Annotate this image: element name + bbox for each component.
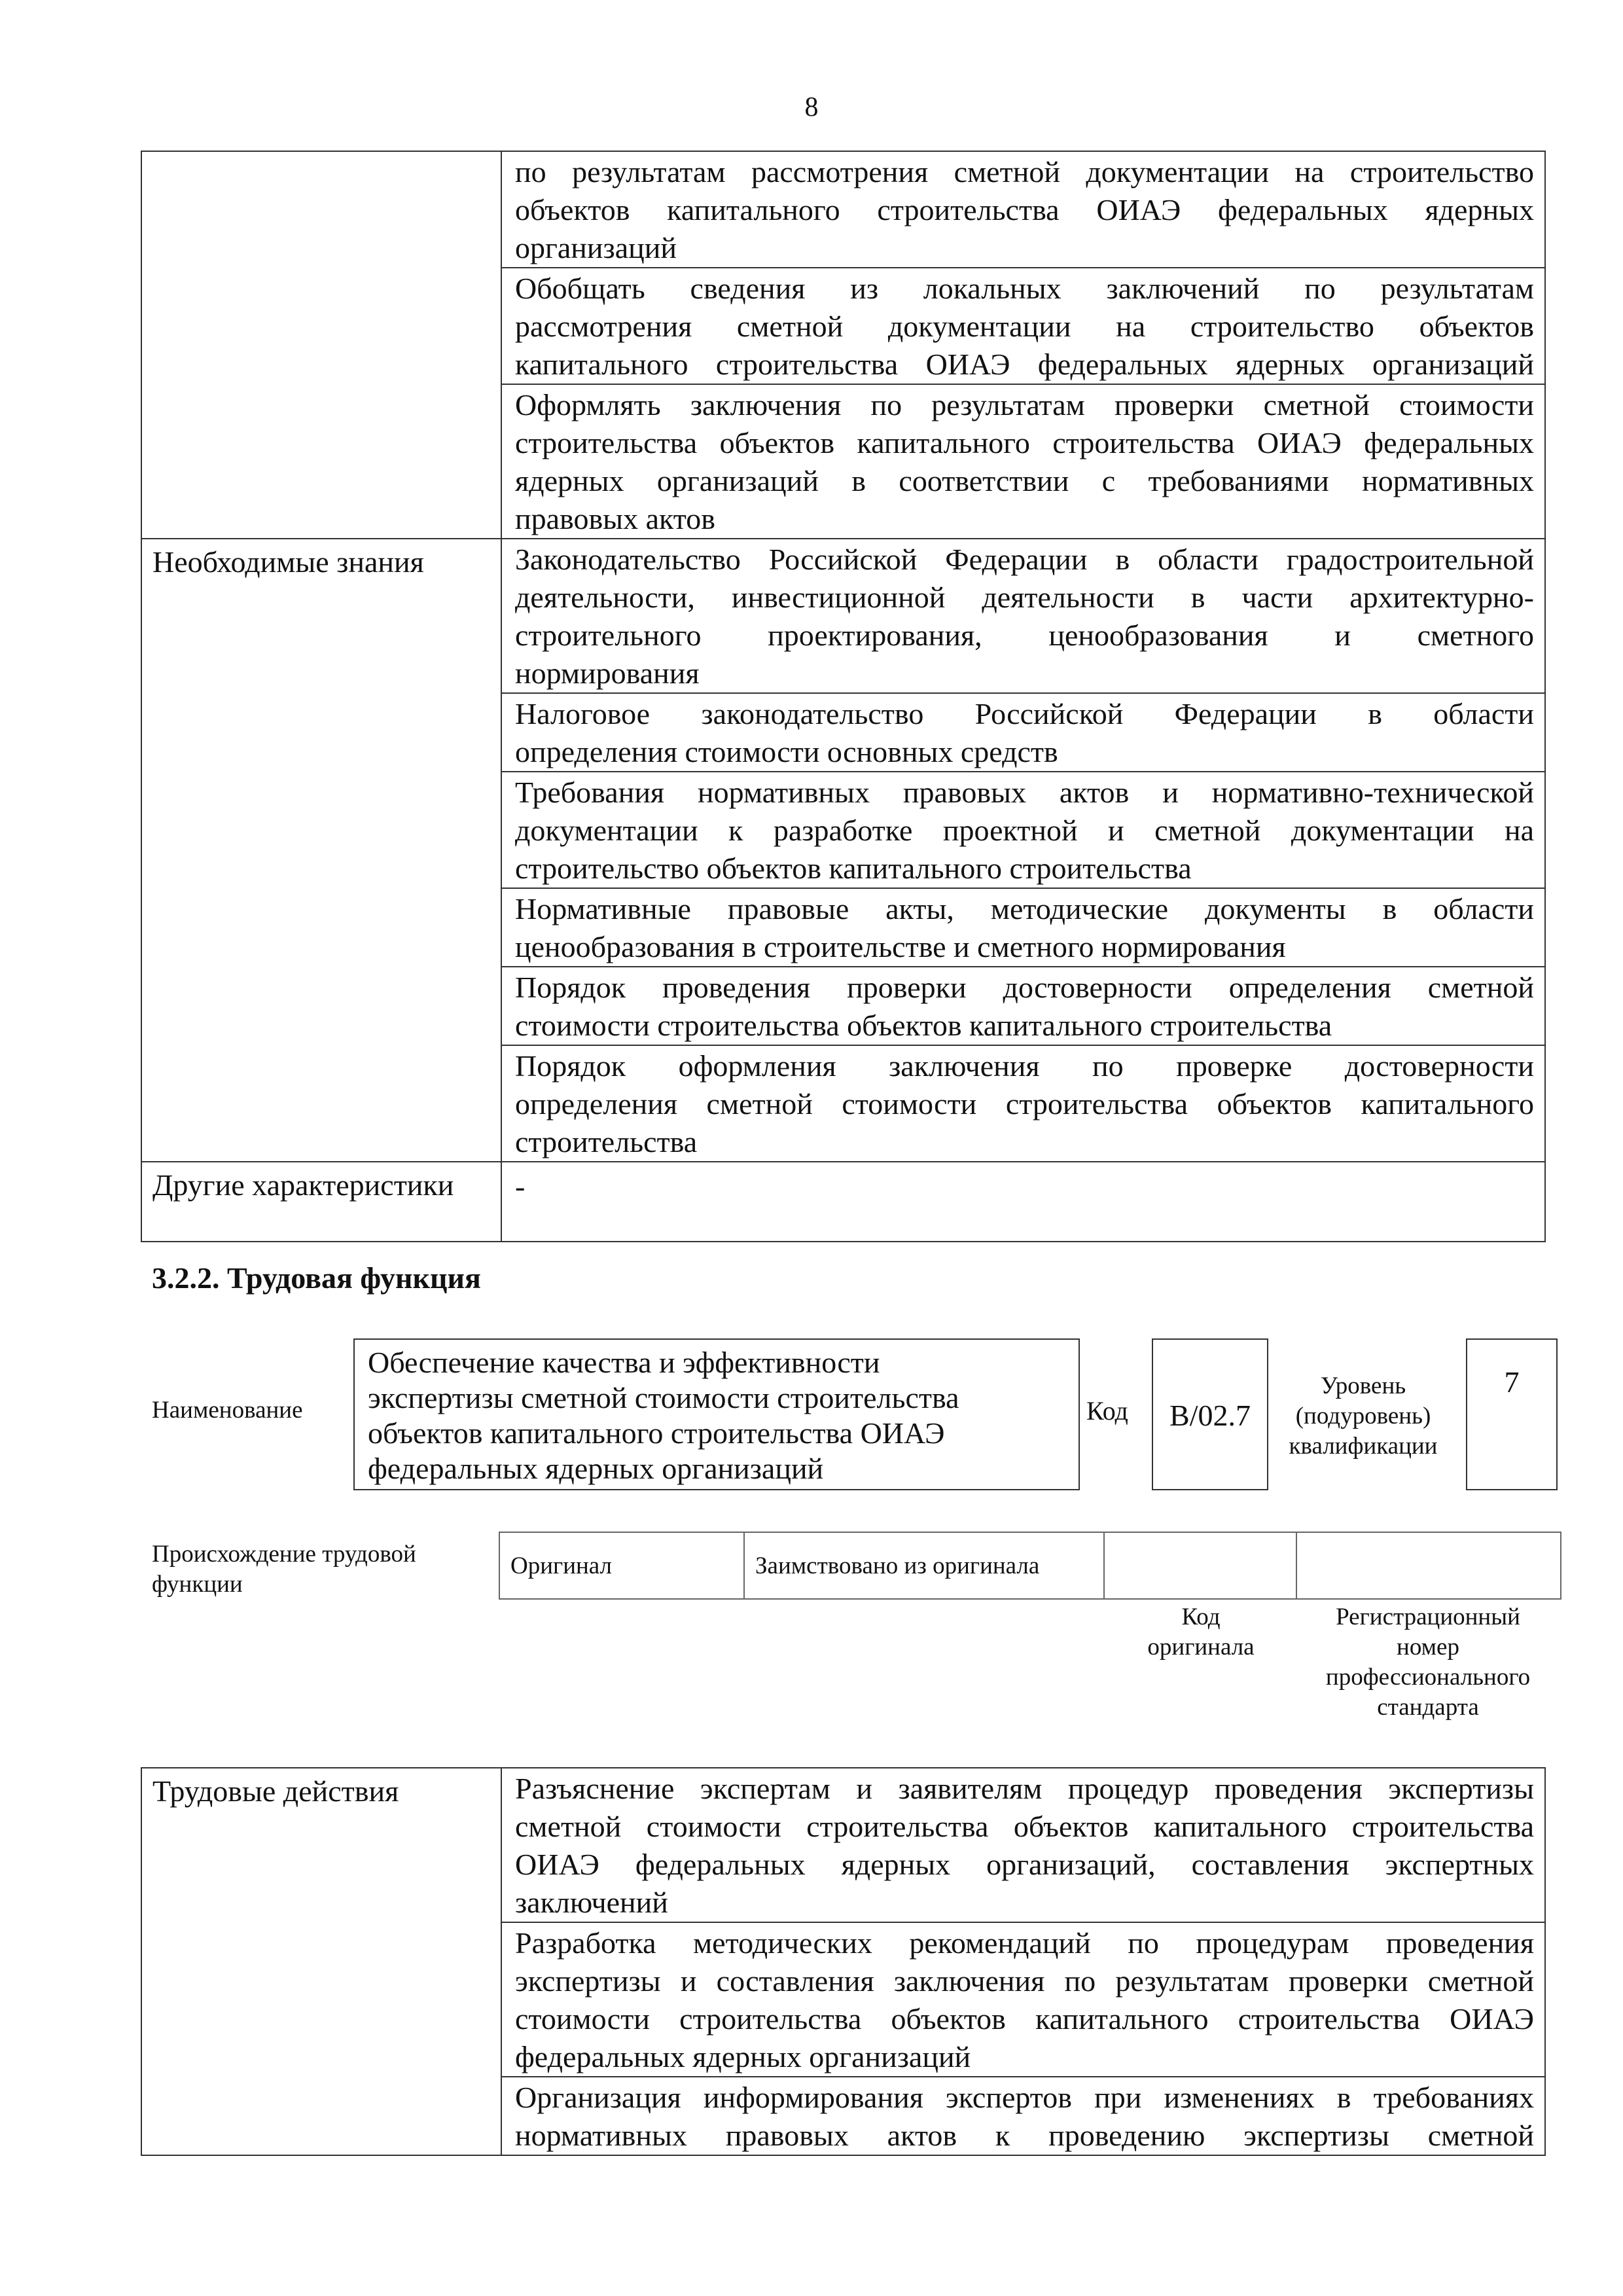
origin-reg-caption: Регистрационный номер профессионального стандарта (1325, 1604, 1531, 1721)
skill-item: Обобщать сведения из локальных заключений по результатам рассмотрения сметной документации на строительство объектов капитального строительства ОИАЭ федеральных ядерных организаций (501, 268, 1545, 384)
origin-code-cell (1104, 1532, 1296, 1599)
code-value: B/02.7 (1152, 1338, 1268, 1490)
qualification-level-label: Уровень (подуровень) квалификации (1289, 1372, 1438, 1460)
empty-label-cell (141, 151, 501, 539)
labor-actions-table (141, 1767, 1546, 2156)
other-characteristics-label: Другие характеристики (141, 1162, 501, 1242)
origin-code-caption: Код оригинала (1147, 1604, 1255, 1660)
origin-reg-number-cell (1296, 1532, 1561, 1599)
origin-label: Происхождение трудовой функции (152, 1541, 416, 1598)
labor-actions-label: Трудовые действия (141, 1768, 501, 2155)
origin-original: Оригинал (499, 1532, 744, 1599)
knowledge-label: Необходимые знания (141, 539, 501, 1162)
function-name-box: Обеспечение качества и эффективности экспертизы сметной стоимости строительства объектов капитального строительства ОИАЭ федеральных ядерных организаций (353, 1338, 1080, 1490)
code-label: Код (1086, 1396, 1128, 1426)
page-number: 8 (804, 92, 819, 122)
qualification-level-value: 7 (1466, 1338, 1558, 1490)
knowledge-item: Нормативные правовые акты, методические документы в области ценообразования в строительстве и сметного нормирования (501, 888, 1545, 967)
requirements-table (141, 151, 1546, 1242)
skill-item: Оформлять заключения по результатам проверки сметной стоимости строительства объектов капитального строительства ОИАЭ федеральных ядерных организаций в соответствии с требованиями нормативных правовых актов (501, 384, 1545, 539)
other-characteristics-value: - (501, 1162, 1545, 1242)
knowledge-item: Порядок оформления заключения по проверке достоверности определения сметной стоимости строительства объектов капитального строительства (501, 1045, 1545, 1162)
name-label: Наименование (152, 1397, 303, 1424)
labor-action-item: Разработка методических рекомендаций по процедурам проведения экспертизы и составления заключения по результатам проверки сметной стоимости строительства объектов капитального строительства ОИАЭ федеральных ядерных организаций (501, 1922, 1545, 2077)
labor-action-item: Организация информирования экспертов при изменениях в требованиях нормативных правовых актов к проведению экспертизы сметной (501, 2077, 1545, 2155)
section-heading: 3.2.2. Трудовая функция (152, 1261, 481, 1295)
knowledge-item: Налоговое законодательство Российской Федерации в области определения стоимости основных средств (501, 693, 1545, 772)
labor-action-item: Разъяснение экспертам и заявителям процедур проведения экспертизы сметной стоимости строительства объектов капитального строительства ОИАЭ федеральных ядерных организаций, составления экспертных заключений (501, 1768, 1545, 1922)
origin-table (499, 1532, 1561, 1600)
skill-item: по результатам рассмотрения сметной документации на строительство объектов капитального строительства ОИАЭ федеральных ядерных организаций (501, 151, 1545, 268)
knowledge-item: Порядок проведения проверки достоверности определения сметной стоимости строительства объектов капитального строительства (501, 967, 1545, 1045)
knowledge-item: Законодательство Российской Федерации в области градостроительной деятельности, инвестиционной деятельности в части архитектурно- строительного проектирования, ценообразования и сметного нормирования (501, 539, 1545, 693)
origin-borrowed: Заимствовано из оригинала (744, 1532, 1104, 1599)
knowledge-item: Требования нормативных правовых актов и нормативно-технической документации к разработке проектной и сметной документации на строительство объектов капитального строительства (501, 772, 1545, 888)
